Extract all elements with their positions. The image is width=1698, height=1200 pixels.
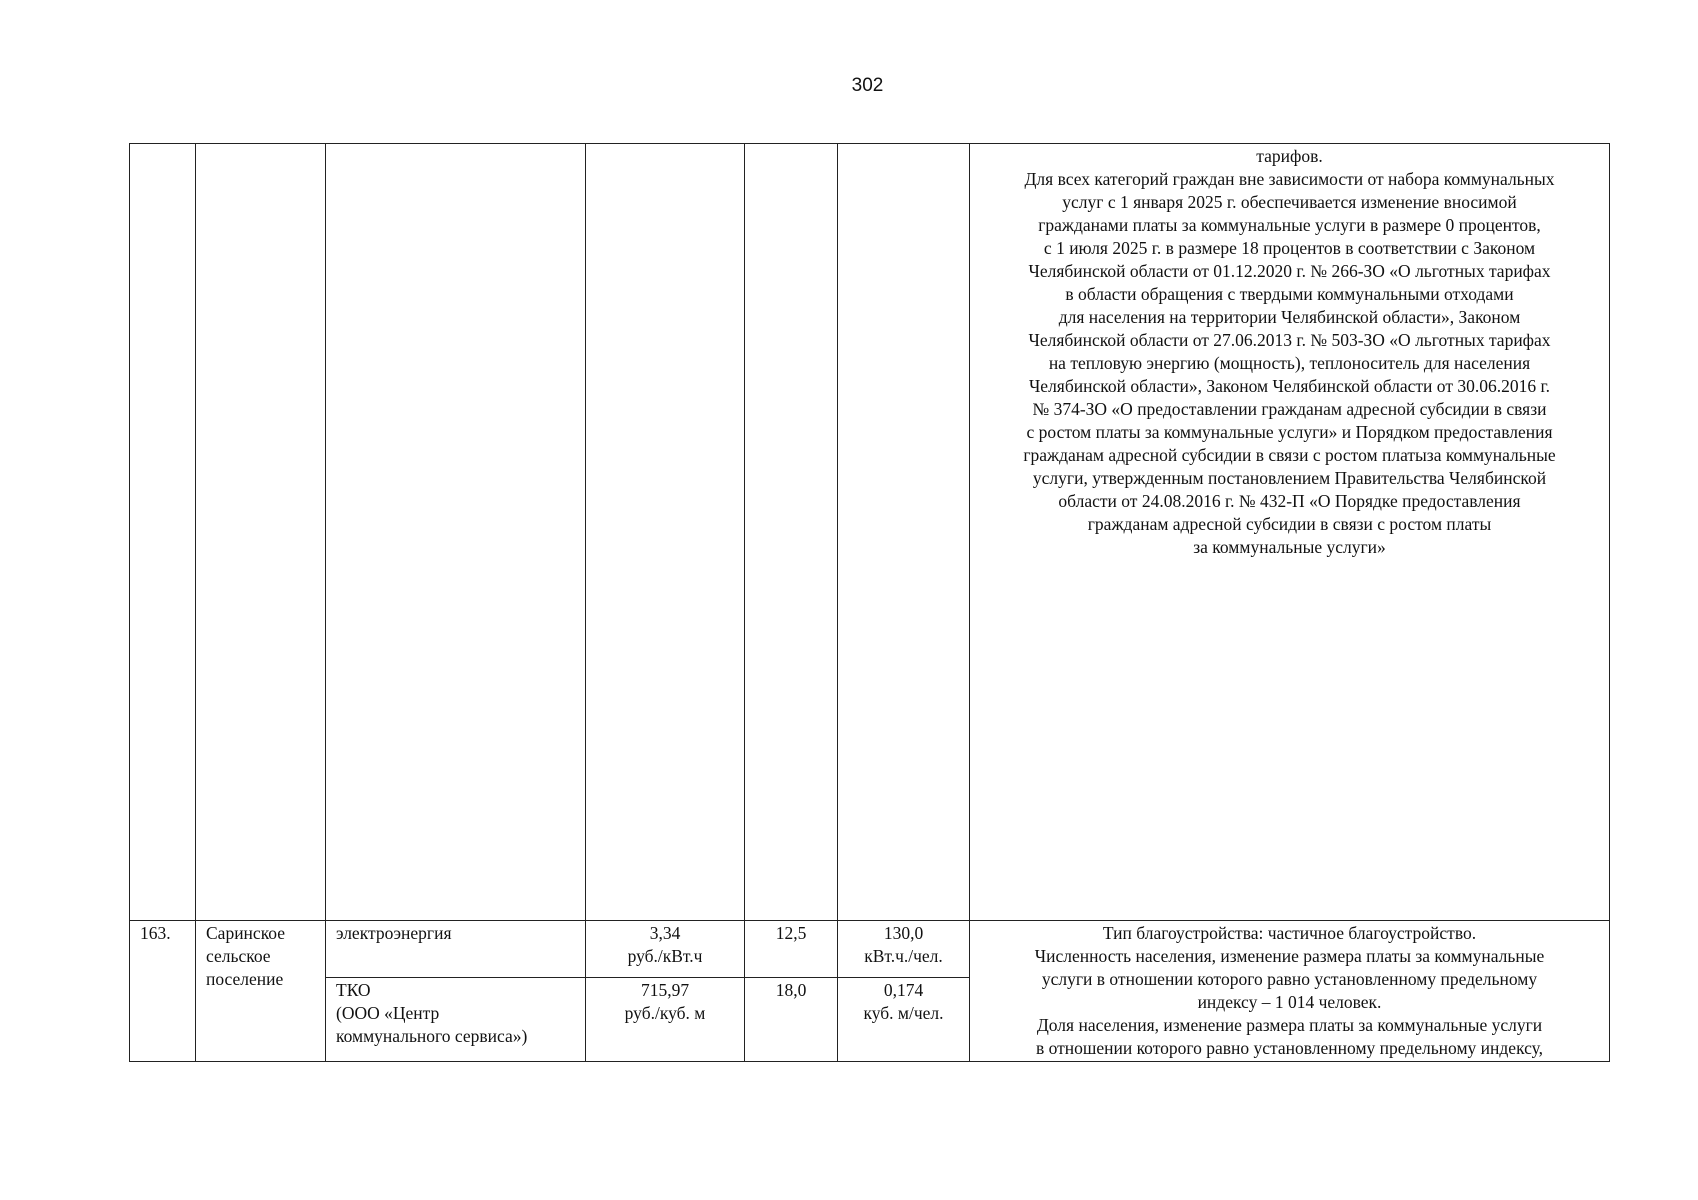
tariff-table [129, 143, 1610, 1062]
service-name: электроэнергия [326, 921, 586, 978]
continuation-row [130, 144, 1610, 921]
service-name: ТКО (ООО «Центр коммунального сервиса») [326, 978, 586, 1062]
percent-value: 18,0 [745, 978, 838, 1062]
cont-number-cell [130, 144, 196, 921]
page-number: 302 [851, 75, 884, 96]
tariff-value: 3,34 руб./кВт.ч [586, 921, 745, 978]
row-number: 163. [130, 921, 196, 1062]
tariff-value: 715,97 руб./куб. м [586, 978, 745, 1062]
settlement-name: Саринское сельское поселение [196, 921, 326, 1062]
cont-note-cell: тарифов. Для всех категорий граждан вне зависимости от набора коммунальных услуг с 1 января 2025 г. обеспечивается изменение вносимой гражданами платы за коммунальные услуги в размере 0 процентов, с 1 июля 2025 г. в размере 18 процентов в соответствии с Законом Челябинской области от 01.12.2020 г. № 266-ЗО «О льготных тарифах в области обращения с твердыми коммунальными отходами для населения на территории Челябинской области», Законом Челябинской области от 27.06.2013 г. № 503-ЗО «О льготных тарифах на тепловую энергию (мощность), теплоноситель для населения Челябинской области», Законом Челябинской области от 30.06.2016 г. № 374-ЗО «О предоставлении гражданам адресной субсидии в связи с ростом платы за коммунальные услуги» и Порядком предоставления гражданам адресной субсидии в связи с ростом платыза коммунальные услуги, утвержденным постановлением Правительства Челябинской области от 24.08.2016 г. № 432-П «О Порядке предоставления гражданам адресной субсидии в связи с ростом платы за коммунальные услуги» [970, 144, 1610, 921]
note-cell: Тип благоустройства: частичное благоустройство. Численность населения, изменение размера платы за коммунальные услуги в отношении которого равно установленному предельному индексу – 1 014 человек. Доля населения, изменение размера платы за коммунальные услуги в отношении которого равно установленному предельному индексу, [970, 921, 1610, 1062]
cont-norm-cell [838, 144, 970, 921]
norm-value: 130,0 кВт.ч./чел. [838, 921, 970, 978]
table-row [130, 921, 1610, 978]
cont-settlement-cell [196, 144, 326, 921]
cont-percent-cell [745, 144, 838, 921]
percent-value: 12,5 [745, 921, 838, 978]
norm-value: 0,174 куб. м/чел. [838, 978, 970, 1062]
cont-tariff-cell [586, 144, 745, 921]
cont-service-cell [326, 144, 586, 921]
